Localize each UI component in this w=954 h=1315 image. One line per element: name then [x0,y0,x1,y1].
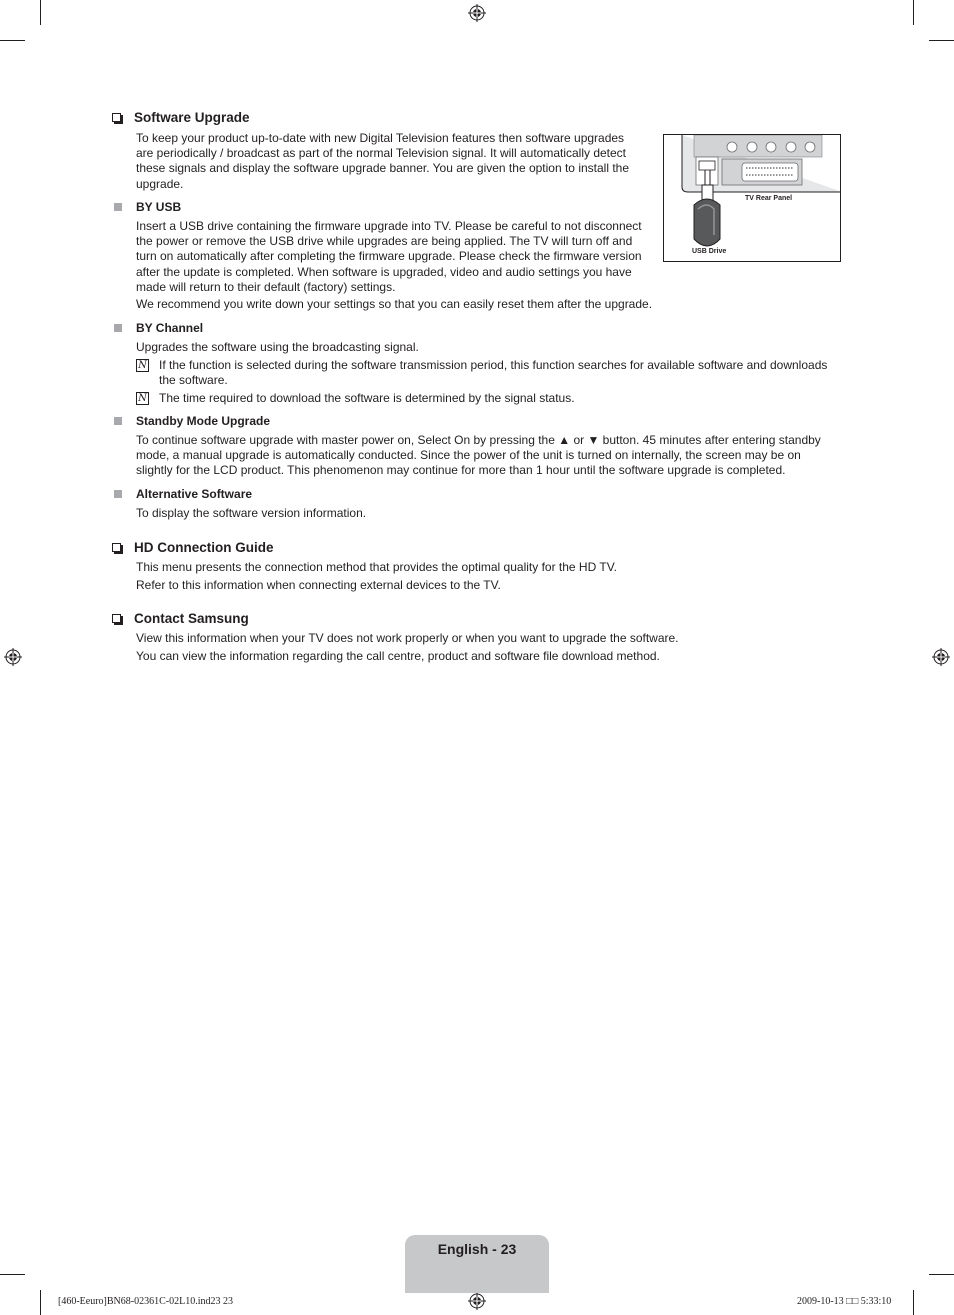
text-line: turn on automatically after completing the firmware upgrade. Please check the firmware version [136,249,642,264]
crop-mark [929,1274,954,1275]
text-line: To keep your product up-to-date with new Digital Television features then software upgrades [136,131,625,145]
text-line: mode, a manual upgrade is automatically conducted. Since the power of the unit is turned on internally, the screen may be on [136,448,801,463]
square-bullet-icon [114,203,122,211]
text-line: after the update is completed. When software is upgraded, video and audio settings you have [136,264,632,279]
checkbox-bullet-icon [112,614,121,623]
hd-guide-title: HD Connection Guide [134,539,274,555]
text-line: slightly for the LCD product. This phenomenon may continue for more than 1 hour until the software upgrade is completed. [136,463,786,478]
by-usb-recommend: We recommend you write down your settings so that you can easily reset them after the upgrade. [136,297,653,311]
standby-text [136,433,821,479]
by-usb-text [136,219,642,295]
note-icon: N [136,359,149,372]
text-line: To continue software upgrade with master power on, Select On by pressing the ▲ or ▼ button. 45 minutes after entering standby [136,433,821,447]
hd-guide-section [112,538,274,556]
registration-mark-icon [932,648,950,666]
note-icon: N [136,392,149,405]
by-usb-heading [114,199,181,214]
note [136,391,575,406]
contact-title: Contact Samsung [134,610,249,626]
contact-line: You can view the information regarding the call centre, product and software file download method. [136,649,660,663]
standby-title: Standby Mode Upgrade [136,413,271,428]
crop-mark [913,1290,914,1315]
software-upgrade-intro [136,131,629,192]
section-heading [112,538,274,556]
text-line: are periodically / broadcast as part of the normal Television signal. It will automatically detect [136,146,627,161]
page-number: English - 23 [437,1241,517,1257]
print-slug-right: 2009-10-13 □□ 5:33:10 [797,1296,892,1307]
section-heading [112,108,250,126]
registration-mark-icon [468,4,486,22]
text-line: If the function is selected during the software transmission period, this function searches for available software and downloads [159,358,828,372]
checkbox-bullet-icon [112,543,121,552]
software-upgrade-section [112,108,250,126]
contact-section [112,609,249,627]
text-line: Insert a USB drive containing the firmware upgrade into TV. Please be careful to not disconnect [136,219,642,233]
square-bullet-icon [114,490,122,498]
by-channel-title: BY Channel [136,320,204,335]
alternative-title: Alternative Software [136,486,253,501]
square-bullet-icon [114,417,122,425]
standby-heading [114,413,270,428]
registration-mark-icon [4,648,22,666]
by-channel-heading [114,320,203,335]
square-bullet-icon [114,324,122,332]
software-upgrade-title: Software Upgrade [134,109,250,125]
by-usb-title: BY USB [136,199,182,214]
crop-mark [913,0,914,25]
note [136,358,827,388]
crop-mark [40,0,41,25]
contact-line: View this information when your TV does not work properly or when you want to upgrade the software. [136,631,679,645]
alternative-heading [114,486,252,501]
by-channel-text: Upgrades the software using the broadcasting signal. [136,340,419,354]
crop-mark [0,1274,25,1275]
print-slug-left: [460-Eeuro]BN68-02361C-02L10.ind23 23 [58,1296,233,1307]
registration-mark-icon [468,1292,486,1310]
section-heading [112,609,249,627]
hd-guide-line: Refer to this information when connecting external devices to the TV. [136,578,501,592]
crop-mark [40,1290,41,1315]
text-line: these signals and display the software upgrade banner. You are given the option to install the [136,161,630,176]
tv-usb-diagram [663,134,841,262]
alternative-text: To display the software version information. [136,506,367,520]
crop-mark [929,40,954,41]
text-line: The time required to download the software is determined by the signal status. [159,391,575,405]
text-line: the software. [159,373,228,388]
usb-drive-label: USB Drive [692,248,727,255]
text-line: upgrade. [136,176,184,191]
tv-rear-panel-label: TV Rear Panel [745,195,793,202]
crop-mark [0,40,25,41]
text-line: made will return to their default (factory) settings. [136,279,396,294]
text-line: the power or remove the USB drive while upgrades are being applied. The TV will turn off and [136,234,633,249]
hd-guide-line: This menu presents the connection method that provides the optimal quality for the HD TV. [136,560,617,574]
checkbox-bullet-icon [112,113,121,122]
